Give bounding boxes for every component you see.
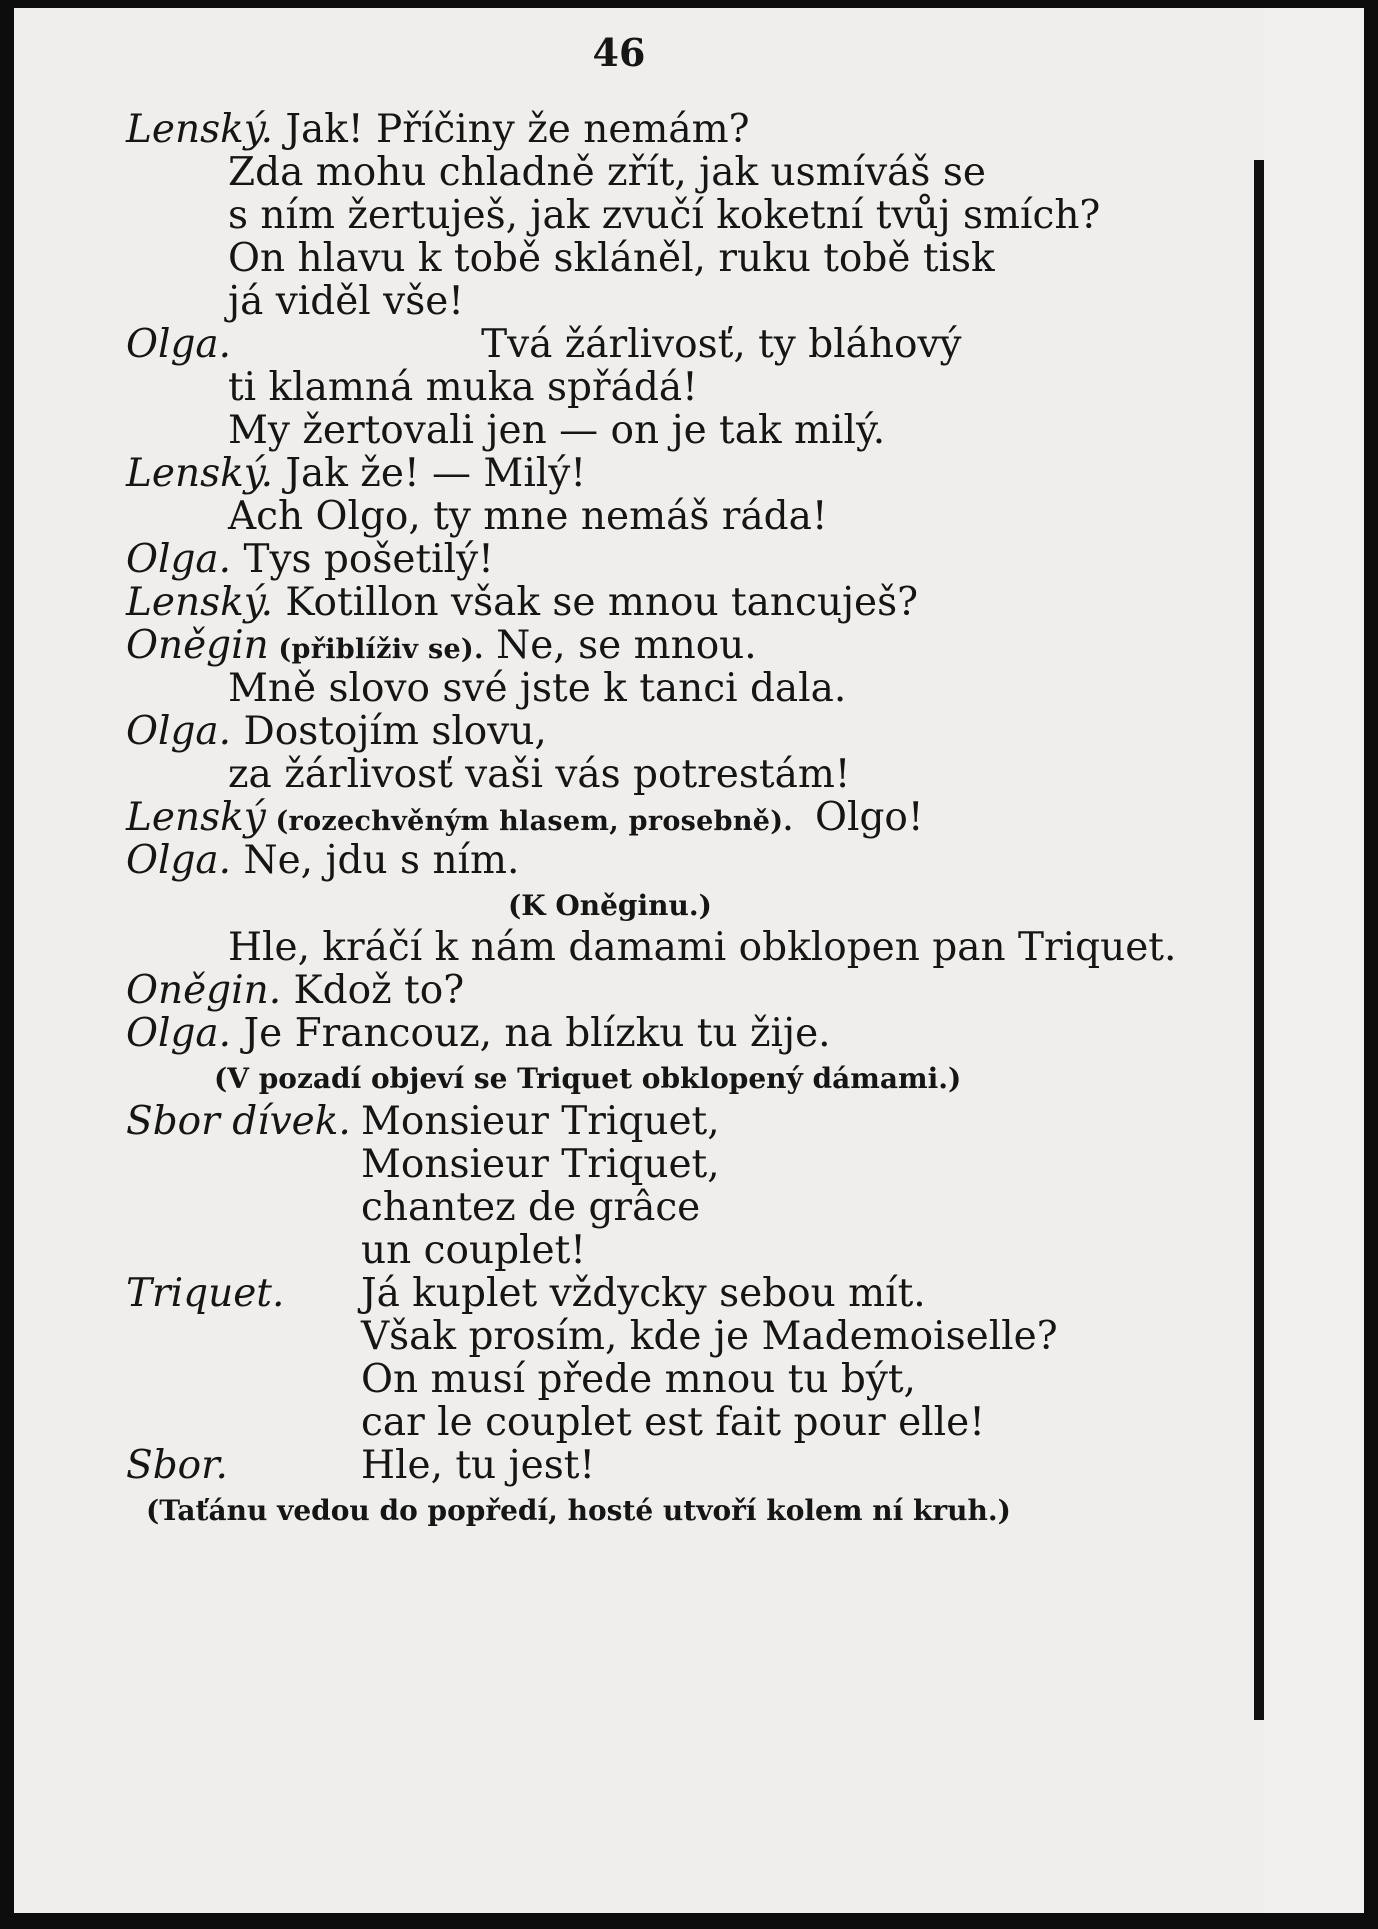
line-21 bbox=[126, 969, 464, 1013]
speaker: Sbor. bbox=[126, 1443, 228, 1488]
line-text: Zda mohu chladně zřít, jak usmíváš se bbox=[228, 150, 986, 195]
speaker: Lenský. bbox=[126, 451, 273, 496]
stage-direction: (rozechvěným hlasem, prosebně). bbox=[265, 806, 794, 837]
line-3 bbox=[228, 194, 1100, 238]
speaker: Lenský bbox=[126, 795, 266, 840]
line-17 bbox=[126, 796, 924, 844]
line-29 bbox=[361, 1315, 1058, 1359]
speaker: Triquet. bbox=[126, 1271, 285, 1316]
line-text: Ne, se mnou. bbox=[483, 623, 757, 668]
line-text: Tvá žárlivosť, ty bláhový bbox=[481, 322, 962, 367]
line-text: On musí přede mnou tu být, bbox=[361, 1357, 916, 1402]
line-text: un couplet! bbox=[361, 1228, 586, 1273]
line-text: Jak! Příčiny že nemám? bbox=[273, 107, 750, 152]
line-text: Ne, jdu s ním. bbox=[231, 838, 520, 883]
line-text: já viděl vše! bbox=[228, 279, 464, 324]
stage-direction-line: (V pozadí objeví se Triquet obklopený dámami.) bbox=[214, 1062, 962, 1095]
line-20 bbox=[228, 926, 1176, 970]
line-text: Hle, kráčí k nám damami obklopen pan Triquet. bbox=[228, 925, 1177, 970]
speaker: Olga. bbox=[126, 537, 232, 582]
line-26 bbox=[361, 1186, 700, 1230]
stage-direction-line: (K Oněginu.) bbox=[508, 889, 712, 922]
line-14 bbox=[228, 667, 846, 711]
line-4 bbox=[228, 237, 995, 281]
line-8 bbox=[228, 409, 885, 453]
line-7 bbox=[228, 366, 698, 410]
speaker: Olga. bbox=[126, 322, 232, 367]
line-1 bbox=[126, 108, 750, 152]
line-text: Tys pošetilý! bbox=[231, 537, 494, 582]
line-10 bbox=[228, 495, 828, 539]
speaker: Olga. bbox=[126, 838, 232, 883]
line-13 bbox=[126, 624, 757, 672]
line-text: Olgo! bbox=[815, 795, 924, 840]
line-30 bbox=[361, 1358, 916, 1402]
line-24 bbox=[126, 1100, 720, 1144]
line-text: Monsieur Triquet, bbox=[361, 1142, 720, 1187]
speaker: Lenský. bbox=[126, 580, 273, 625]
line-text: Je Francouz, na blízku tu žije. bbox=[231, 1011, 831, 1056]
stage-direction-line: (Taťánu vedou do popředí, hosté utvoří kolem ní kruh.) bbox=[146, 1494, 1011, 1527]
line-5 bbox=[228, 280, 464, 324]
line-text: Jak že! — Milý! bbox=[273, 451, 586, 496]
line-text: My žertovali jen — on je tak milý. bbox=[228, 408, 886, 453]
speaker: Olga. bbox=[126, 709, 232, 754]
facing-page-edge bbox=[1264, 8, 1364, 1913]
line-text: Já kuplet vždycky sebou mít. bbox=[361, 1271, 926, 1316]
speaker: Olga. bbox=[126, 1011, 232, 1056]
line-text: Hle, tu jest! bbox=[361, 1443, 596, 1488]
line-18 bbox=[126, 839, 519, 883]
speaker: Lenský. bbox=[126, 107, 273, 152]
book-page bbox=[14, 8, 1264, 1913]
line-text: Dostojím slovu, bbox=[231, 709, 547, 754]
line-text: car le couplet est fait pour elle! bbox=[361, 1400, 985, 1445]
line-11 bbox=[126, 538, 494, 582]
line-text: za žárlivosť vaši vás potrestám! bbox=[228, 752, 851, 797]
line-31 bbox=[361, 1401, 985, 1445]
line-16 bbox=[228, 753, 850, 797]
line-27 bbox=[361, 1229, 586, 1273]
line-22 bbox=[126, 1012, 831, 1056]
line-text: Mně slovo své jste k tanci dala. bbox=[228, 666, 847, 711]
line-32 bbox=[126, 1444, 595, 1488]
line-2 bbox=[228, 151, 986, 195]
line-text: Monsieur Triquet, bbox=[361, 1099, 720, 1144]
page-number: 46 bbox=[592, 30, 646, 75]
line-text: On hlavu k tobě skláněl, ruku tobě tisk bbox=[228, 236, 995, 281]
stage-direction: (přiblíživ se). bbox=[268, 634, 484, 665]
line-28 bbox=[126, 1272, 926, 1316]
speaker: Oněgin. bbox=[126, 968, 282, 1013]
line-text: Kotillon však se mnou tancuješ? bbox=[273, 580, 919, 625]
speaker: Oněgin bbox=[126, 623, 269, 668]
speaker: Sbor dívek. bbox=[126, 1099, 351, 1144]
line-12 bbox=[126, 581, 918, 625]
line-text: ti klamná muka spřádá! bbox=[228, 365, 698, 410]
line-15 bbox=[126, 710, 547, 754]
line-text: chantez de grâce bbox=[361, 1185, 701, 1230]
line-text: s ním žertuješ, jak zvučí koketní tvůj smích? bbox=[228, 193, 1101, 238]
line-6 bbox=[126, 323, 962, 367]
line-text: Ach Olgo, ty mne nemáš ráda! bbox=[228, 494, 828, 539]
line-text: Kdož to? bbox=[281, 968, 465, 1013]
line-text: Však prosím, kde je Mademoiselle? bbox=[361, 1314, 1058, 1359]
line-25 bbox=[361, 1143, 720, 1187]
line-9 bbox=[126, 452, 586, 496]
